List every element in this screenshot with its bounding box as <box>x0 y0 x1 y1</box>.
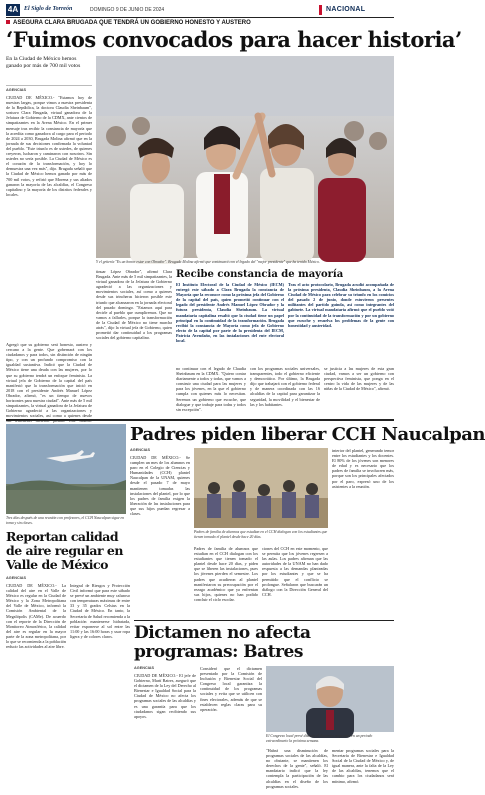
story1-credit: AGENCIAS <box>6 88 27 92</box>
story2-photo-2 <box>194 448 328 528</box>
story2-photo-1-caption: Tres días después de una reunión con profesores, el CCH Naucalpan sigue en toma y sin clases. <box>6 516 125 525</box>
story2-column-4: interior del plantel, generando temor entre los estudiantes y los docentes. El 80% de los jóvenes son menores de edad y es necesario que los padres de familia se involucren más, porque son los principales afectados por el paro, expresó uno de los asistentes a la reunión. <box>332 448 394 489</box>
story1-column-5: se justicia a las mujeres de esta gran ciudad, vamos a ser un gobierno con perspectiva feminista, que ponga en el centro la vida de las mujeres y de las niñas de la Ciudad de México", afirmó. <box>324 366 394 392</box>
newspaper-name: El Siglo de Torreón <box>24 6 73 12</box>
story1-kicker-text: ASEGURA CLARA BRUGADA QUE TENDRÁ UN GOBIERNO HONESTO Y AUSTERO <box>13 20 251 26</box>
story2-column-2: Padres de familia de alumnos que estudian en el CCH dialogan con los estudiantes que tienen tomado el plantel desde hace 20 días, y piden que se liberen las instalaciones, pues los jóvenes pierden el semestre. Los padres que acudieron al plantel manifestaron su preocupación por el rezago académico que ya enfrentan sus hijos, quienes no han podido concluir el ciclo escolar. <box>194 546 258 602</box>
story4-column-1: CIUDAD DE MÉXICO.- El jefe de Gobierno, Martí Batres, aseguró que el dictamen de la Ley del Derecho al Bienestar e Igualdad Social para la Ciudad de México no afecta los programas sociales de las alcaldías y es una garantía para que los ciudadanos sigan recibiendo sus apoyos. <box>134 673 196 719</box>
story2-headline: Padres piden liberar CCH Naucalpan <box>130 424 485 445</box>
box-text-1: El Instituto Electoral de la Ciudad de México (IECM) entregó este sábado a Clara Brugada la constancia de Mayoría que la reconoce como la próxima jefa del Gobierno de la capital del país, quien prometió continuar con el legado del presidente Andrés Manuel López Obrador y la futura presidenta, Claudia Sheinbaum. La virtual mandataria capitalina resaltó que la ciudad tiene un papel principal en la continuidad de la transformación. Brugada recibió la constancia de Mayoría como jefa de Gobierno electo de la capital por parte de la presidenta del IECM, Patricia Avendaño, en las instalaciones del ente electoral local. <box>176 282 284 344</box>
story3-column-2: Integral de Riesgos y Protección Civil informó que para este sábado se prevé un ambiente muy caluroso con temperaturas máximas de entre 33 y 35 grados Celsius en la Ciudad de México. En tanto, la Secretaría de Salud recomienda a la población mantenerse hidratada, evitar exponerse al sol entre las 11:00 y las 16:00 horas y usar ropa ligera y de colores claros. <box>70 583 130 639</box>
story4-photo <box>266 666 394 732</box>
story2-column-1: CIUDAD DE MÉXICO.- Se cumplen un mes de los alumnos en paro en el Colegio de Ciencias y Humanidades (CCH) plantel Naucalpan de la UNAM, quienes desde el pasado 7 de mayo mantienen tomadas las instalaciones del plantel, por lo que los padres de familia exigen la liberación de las instalaciones para que sus hijos puedan regresar a clases. <box>130 455 190 517</box>
story1-headline: ‘Fuimos convocados para hacer historia’ <box>6 27 462 52</box>
story4-column-4: mentar programas sociales para la Secretaría de Bienestar e Igualdad Social de la Ciudad de México y, de igual manera, ante la falta de la Ley de las alcaldías, tenemos que el cambio para los ciudadanos será mínimo, afirmó. <box>332 748 394 784</box>
section-divider-2 <box>134 620 394 621</box>
rally-photo-illustration <box>96 56 394 258</box>
box-title: Recibe constancia de mayoría <box>176 269 344 280</box>
issue-date: DOMINGO 9 DE JUNIO DE 2024 <box>90 7 165 13</box>
story2-photo-2-caption: Padres de familia de alumnos que estudian en el CCH dialogan con los estudiantes que tienen tomado el plantel desde hace 20 días. <box>194 530 328 539</box>
story4-column-2: Consideró que el dictamen presentado por la Comisión de Inclusión y Bienestar Social del Congreso local garantiza la continuidad de los programas sociales y evita que se utilicen con fines electorales, además de que se establecen reglas claras para su operación. <box>200 666 262 712</box>
section-marker <box>319 5 322 15</box>
section-name: NACIONAL <box>326 6 366 13</box>
sky-plane-illustration <box>6 424 126 514</box>
story3-headline: Reportan calidad de aire regular en Valle de México <box>6 529 123 572</box>
story2-column-3: ciones del CCH en este momento, que se permita que los jóvenes regresen a las aulas. Los padres afirman que las autoridades de la UNAM no han dado respuesta a las demandas planteadas por los estudiantes y que se ha permitido que el conflicto se prolongue. Señalaron que buscarán un diálogo con la Dirección General del CCH. <box>262 546 328 597</box>
story4-credit: AGENCIAS <box>134 666 155 670</box>
story4-headline: Dictamen no afecta programas: Batres <box>134 623 311 662</box>
story4-column-3: "Habrá una disminución de programas sociales de las alcaldías, no obstante, se mantienen los derechos de la gente", señaló. El mandatario indicó que la ley contempla la participación de las alcaldías en el diseño de los programas sociales. <box>266 748 328 789</box>
story1-photo <box>96 56 394 258</box>
story1-kicker <box>6 20 394 26</box>
story1-lede: En la Ciudad de México hemos ganado por más de 700 mil votos <box>6 56 81 69</box>
box-text-2: Tras el acto protocolario, Brugada acudió acompañada de la próxima presidenta, Claudia Sheinbaum, a la Arena Ciudad de México para celebrar su triunfo en los comicios del pasado 2 de junio, donde estuvieron presentes militantes del partido guinda, así como integrantes del gabinete. La virtual mandataria afirmó que el pueblo votó por la continuidad de la transformación y por un gobierno que escuche y resuelva los problemas de la gente con honestidad y austeridad. <box>288 282 394 328</box>
story1-column-1-cont: Agregó que su gobierno será honesto, austero y cercano a la gente. Que gobernará con los ciudadanos y para todos, sin distinción de ningún tipo, y con un profundo compromiso con la igualdad sustantiva. Indicó que la Ciudad de México tiene una deuda con las mujeres, por lo que su gobierno tendrá un enfoque feminista. La virtual jefa de Gobierno de la capital del país manifestó que la transformación que inició en 2018 con el presidente Andrés Manuel López Obrador, afirmó, "es un tiempo de nuevos horizontes para nuestra ciudad". Ante más de 5 mil simpatizantes, la virtual ganadora de la Jefatura de Gobierno agradeció a las organizaciones y movimientos sociales, así como a quienes desde <box>6 342 92 419</box>
story1-photo-caption: Y el gritería "Es un honor estar con Obrador". Brugada Molina afirmó que continuará con el legado del "mejor presidente" que ha tenido México. <box>96 260 320 264</box>
story2-photo-1 <box>6 424 126 514</box>
parents-meeting-illustration <box>194 448 328 528</box>
page-number: 4A <box>7 5 19 14</box>
story1-column-3: no continuar con el legado de Claudia Sheinbaum en la CDMX. "Quiero contar diariamente a todos y todas, que vamos a construir una ciudad para las mujeres y para los jóvenes, en la que el gobierno cumpla con quienes más lo necesitan. Seremos un gobierno que escuche, que dialogue y que trabaje para todas y todos sin excepción". <box>176 366 246 412</box>
story3-column-1: CIUDAD DE MÉXICO.- La calidad del aire en el Valle de México es regular en la Ciudad de México y la Zona Metropolitana del Valle de México, informó la Comisión Ambiental de la Megalópolis (CAMe). De acuerdo con el reporte de la Dirección de Monitoreo Atmosférico, la calidad del aire es regular en la mayor parte de la zona metropolitana, por lo que se recomienda a la población reducir las actividades al aire libre. <box>6 583 66 650</box>
story4-photo-caption: El Congreso local prevé discutir el dictamen respectivo en un periodo extraordinario la próxima semana. <box>266 734 373 743</box>
kicker-bullet <box>6 20 10 24</box>
story1-column-2: tinuar López Obrador", afirmó Clara Brugada. Ante más de 5 mil simpatizantes, la virtual ganadora de la Jefatura de Gobierno agradeció a las organizaciones y movimientos sociales, así como a quienes desde sus trincheras hicieron posible este triunfo que alcanzaron en la jornada electoral del pasado domingo. "Estamos aquí para decirle al pueblo que cumpliremos. Que no vamos a fallarles, porque la transformación de la Ciudad de México no tiene marcha atrás", dijo la virtual jefa de Gobierno, quien prometió dar continuidad a los programas sociales del gobierno capitalino. <box>96 269 172 341</box>
divider <box>6 85 92 86</box>
page-header <box>6 4 394 18</box>
story3-credit: AGENCIAS <box>6 576 27 580</box>
story1-column-4: con los programas sociales universales, transparentes, todo el gobierno eficiente y democrático. Por último, la Brugada dijo que trabajará con el gobierno federal y de manera coordinada con las 16 alcaldías de la capital para garantizar la seguridad, la movilidad y el bienestar de las y los habitantes. <box>250 366 320 407</box>
story2-credit: AGENCIAS <box>130 448 151 452</box>
story1-column-1: CIUDAD DE MÉXICO.- "Estamos hoy de nuestras largas, porque vimos a nuestra presidenta de la República, la doctora Claudia Sheinbaum", sostuvo Clara Brugada, virtual ganadora de la Jefatura de Gobierno de la CDMX, ante cientos de simpatizantes en la Arena México. En el primer mensaje tras recibir la constancia de mayoría que la acredita como ganadora al cargo para el periodo de 2024 a 2030, Brugada Molina afirmó que en la jornada de sus decisiones confirmada la voluntad del pueblo. "Este triunfo es de ustedes, de quienes creyeron, lucharon y caminaron con nosotros. Sin ustedes no sería posible. La Ciudad de México es el corazón de la transformación, y hoy lo demuestra una vez más", dijo. Brugada señaló que la Ciudad de México hemos ganado por más de 700 mil votos, y refirió que Morena y sus aliados ganaron la mayoría de las alcaldías, el Congreso capitalino y la mayoría de los distritos federales y locales. <box>6 95 92 197</box>
official-portrait-illustration <box>266 666 394 732</box>
section-divider <box>6 419 394 421</box>
